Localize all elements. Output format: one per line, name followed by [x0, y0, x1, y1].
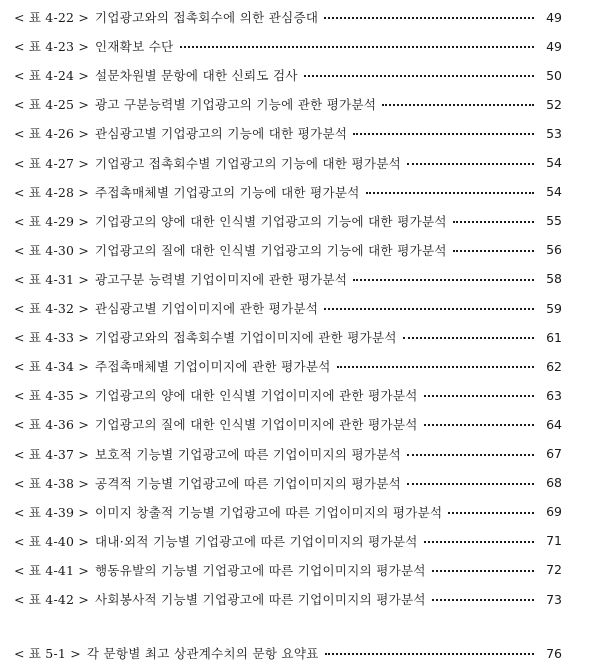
page-number: 68: [546, 475, 562, 491]
toc-entry[interactable]: [14, 65, 562, 85]
page-number: 58: [546, 271, 562, 287]
toc-entry[interactable]: [14, 211, 562, 231]
page-number: 55: [546, 213, 562, 229]
page-number: 73: [546, 591, 562, 607]
table-title: 기업광고의 질에 대한 인식별 기업광고의 기능에 대한 평가분석: [95, 242, 447, 258]
table-number-label: < 표 4-36 >: [14, 417, 90, 433]
table-title: 주접촉매체별 기업광고의 기능에 대한 평가분석: [95, 184, 360, 200]
page-number: 53: [546, 125, 562, 141]
table-title: 이미지 창출적 기능별 기업광고에 따른 기업이미지의 평가분석: [95, 504, 443, 520]
toc-entry[interactable]: [14, 240, 562, 260]
toc-entry[interactable]: [14, 414, 562, 434]
table-number-label: < 표 4-24 >: [14, 68, 90, 84]
page-number: 69: [546, 504, 562, 520]
table-number-label: < 표 4-26 >: [14, 126, 90, 142]
toc-entry[interactable]: [14, 502, 562, 522]
table-title: 기업광고와의 접촉회수에 의한 관심증대: [95, 10, 319, 25]
page-number: 54: [546, 184, 562, 200]
table-title: 관심광고별 기업이미지에 관한 평가분석: [95, 301, 319, 316]
page-number: 54: [546, 155, 562, 170]
page-number: 52: [546, 96, 562, 112]
toc-entry[interactable]: [14, 269, 562, 289]
page-number: 71: [546, 533, 562, 549]
table-number-label: < 표 4-22 >: [14, 10, 90, 25]
dot-leader: [424, 414, 534, 434]
table-number-label: < 표 4-31 >: [14, 271, 90, 287]
dot-leader: [353, 123, 534, 143]
page-number: 64: [546, 416, 562, 432]
table-number-label: < 표 4-34 >: [14, 359, 90, 375]
table-number-label: < 표 4-27 >: [14, 155, 90, 171]
toc-entry[interactable]: [14, 356, 562, 376]
dot-leader: [324, 298, 534, 318]
page-number: 50: [546, 67, 562, 83]
table-number-label: < 표 4-23 >: [14, 39, 90, 55]
toc-entry[interactable]: [14, 327, 562, 347]
table-number-label: < 표 4-40 >: [14, 533, 90, 549]
table-number-label: < 표 4-39 >: [14, 504, 90, 520]
page-number: 62: [546, 358, 562, 374]
table-title: 기업광고와의 접촉회수별 기업이미지에 관한 평가분석: [95, 330, 397, 346]
toc-entry[interactable]: [14, 531, 562, 551]
table-number-label: < 표 4-28 >: [14, 184, 90, 200]
toc-entry[interactable]: [14, 153, 562, 173]
table-number-label: < 표 4-38 >: [14, 475, 90, 491]
dot-leader: [453, 211, 534, 231]
table-number-label: < 표 4-32 >: [14, 301, 90, 316]
page-number: 56: [546, 242, 562, 258]
page-number: 63: [546, 387, 562, 403]
table-number-label: < 표 4-30 >: [14, 242, 90, 258]
table-title: 광고 구분능력별 기업광고의 기능에 관한 평가분석: [95, 97, 377, 113]
dot-leader: [337, 356, 534, 376]
table-title: 대내·외적 기능별 기업광고에 따른 기업이미지의 평가분석: [95, 533, 418, 549]
table-title: 주접촉매체별 기업이미지에 관한 평가분석: [95, 359, 331, 375]
dot-leader: [432, 589, 534, 609]
table-title: 기업광고 접촉회수별 기업광고의 기능에 대한 평가분석: [95, 155, 402, 171]
page-number: 67: [546, 446, 562, 461]
table-title: 설문차원별 문항에 대한 신뢰도 검사: [95, 68, 298, 84]
table-title: 광고구분 능력별 기업이미지에 관한 평가분석: [95, 271, 348, 287]
toc-entry[interactable]: [14, 560, 562, 580]
table-title: 기업광고의 양에 대한 인식별 기업이미지에 관한 평가분석: [95, 388, 418, 404]
table-number-label: < 표 4-29 >: [14, 213, 90, 229]
dot-leader: [453, 240, 534, 260]
toc-entry[interactable]: [14, 473, 562, 493]
table-number-label: < 표 5-1 >: [14, 646, 81, 661]
dot-leader: [324, 7, 534, 27]
toc-entry[interactable]: [14, 7, 562, 27]
table-number-label: < 표 4-33 >: [14, 330, 90, 346]
page-number: 49: [546, 38, 562, 54]
dot-leader: [407, 153, 534, 173]
toc-entry[interactable]: [14, 182, 562, 202]
page-number: 76: [546, 645, 562, 661]
page-number: 72: [546, 562, 562, 578]
page-number: 59: [546, 300, 562, 316]
table-number-label: < 표 4-37 >: [14, 446, 90, 462]
toc-entry[interactable]: [14, 643, 562, 663]
table-title: 행동유발의 기능별 기업광고에 따른 기업이미지의 평가분석: [95, 562, 426, 578]
toc-entry[interactable]: [14, 385, 562, 405]
toc-entry[interactable]: [14, 589, 562, 609]
toc-entry[interactable]: [14, 444, 562, 464]
dot-leader: [180, 36, 534, 56]
table-title: 사회봉사적 기능별 기업광고에 따른 기업이미지의 평가분석: [95, 592, 426, 607]
dot-leader: [304, 65, 534, 85]
table-number-label: < 표 4-25 >: [14, 97, 90, 113]
dot-leader: [403, 327, 534, 347]
table-title: 공격적 기능별 기업광고에 따른 기업이미지의 평가분석: [95, 475, 402, 491]
page-number: 61: [546, 329, 562, 345]
dot-leader: [424, 531, 534, 551]
table-title: 각 문항별 최고 상관계수치의 문항 요약표: [86, 646, 319, 661]
dot-leader: [407, 473, 534, 493]
table-title: 보호적 기능별 기업광고에 따른 기업이미지의 평가분석: [95, 446, 402, 462]
dot-leader: [432, 560, 534, 580]
table-number-label: < 표 4-42 >: [14, 592, 90, 607]
table-number-label: < 표 4-41 >: [14, 562, 90, 578]
table-title: 인재확보 수단: [95, 39, 174, 55]
toc-entry[interactable]: [14, 94, 562, 114]
dot-leader: [382, 94, 534, 114]
dot-leader: [407, 444, 534, 464]
dot-leader: [353, 269, 534, 289]
table-title: 관심광고별 기업광고의 기능에 대한 평가분석: [95, 126, 348, 142]
table-number-label: < 표 4-35 >: [14, 388, 90, 404]
table-title: 기업광고의 양에 대한 인식별 기업광고의 기능에 대한 평가분석: [95, 213, 447, 229]
dot-leader: [325, 643, 534, 663]
dot-leader: [448, 502, 534, 522]
toc-entry[interactable]: [14, 123, 562, 143]
dot-leader: [366, 182, 534, 202]
page-number: 49: [546, 9, 562, 25]
toc-entry[interactable]: [14, 298, 562, 318]
dot-leader: [424, 385, 534, 405]
table-title: 기업광고의 질에 대한 인식별 기업이미지에 관한 평가분석: [95, 417, 418, 433]
toc-entry[interactable]: [14, 36, 562, 56]
